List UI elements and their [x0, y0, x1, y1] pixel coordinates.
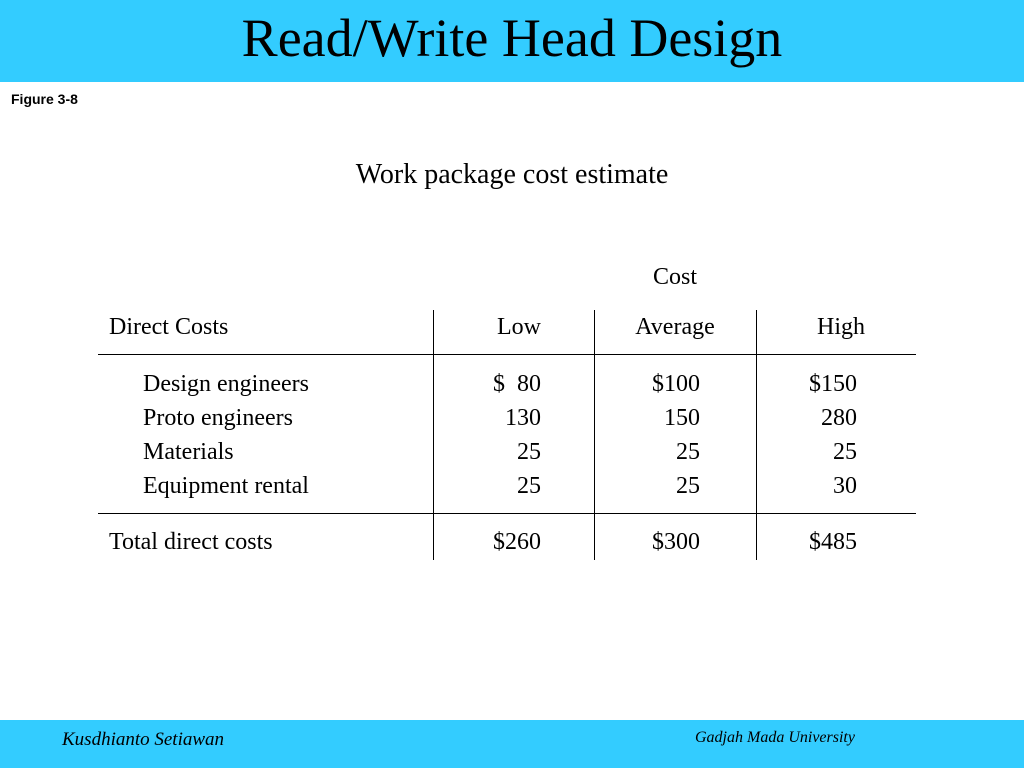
total-average: $300: [652, 529, 700, 555]
footer-institution: Gadjah Mada University: [695, 729, 855, 746]
total-label: Total direct costs: [109, 529, 273, 555]
column-divider-2: [594, 310, 595, 560]
cell-high: 25: [833, 439, 857, 465]
table-caption: Work package cost estimate: [355, 159, 669, 190]
cell-average: 25: [676, 473, 700, 499]
row-label: Design engineers: [143, 371, 309, 397]
cell-high: 30: [833, 473, 857, 499]
column-header-low: Low: [497, 314, 541, 340]
total-divider: [98, 513, 916, 514]
row-label: Equipment rental: [143, 473, 309, 499]
cost-group-header: Cost: [652, 264, 697, 290]
cell-low: 25: [517, 439, 541, 465]
total-high: $485: [809, 529, 857, 555]
column-header-direct-costs: Direct Costs: [109, 314, 229, 340]
page-title: Read/Write Head Design: [241, 8, 783, 68]
column-header-high: High: [817, 314, 865, 340]
column-divider-3: [756, 310, 757, 560]
column-divider-1: [433, 310, 434, 560]
cell-average: 150: [664, 405, 700, 431]
cell-high: $150: [809, 371, 857, 397]
total-low: $260: [493, 529, 541, 555]
footer-author: Kusdhianto Setiawan: [62, 729, 225, 750]
cell-average: $100: [652, 371, 700, 397]
cell-high: 280: [821, 405, 857, 431]
header-divider: [98, 354, 916, 355]
cell-low: $ 80: [493, 371, 541, 397]
row-label: Materials: [143, 439, 234, 465]
column-header-average: Average: [635, 314, 715, 340]
cell-low: 130: [505, 405, 541, 431]
figure-label: Figure 3-8: [11, 91, 78, 107]
row-label: Proto engineers: [143, 405, 293, 431]
cell-low: 25: [517, 473, 541, 499]
cell-average: 25: [676, 439, 700, 465]
